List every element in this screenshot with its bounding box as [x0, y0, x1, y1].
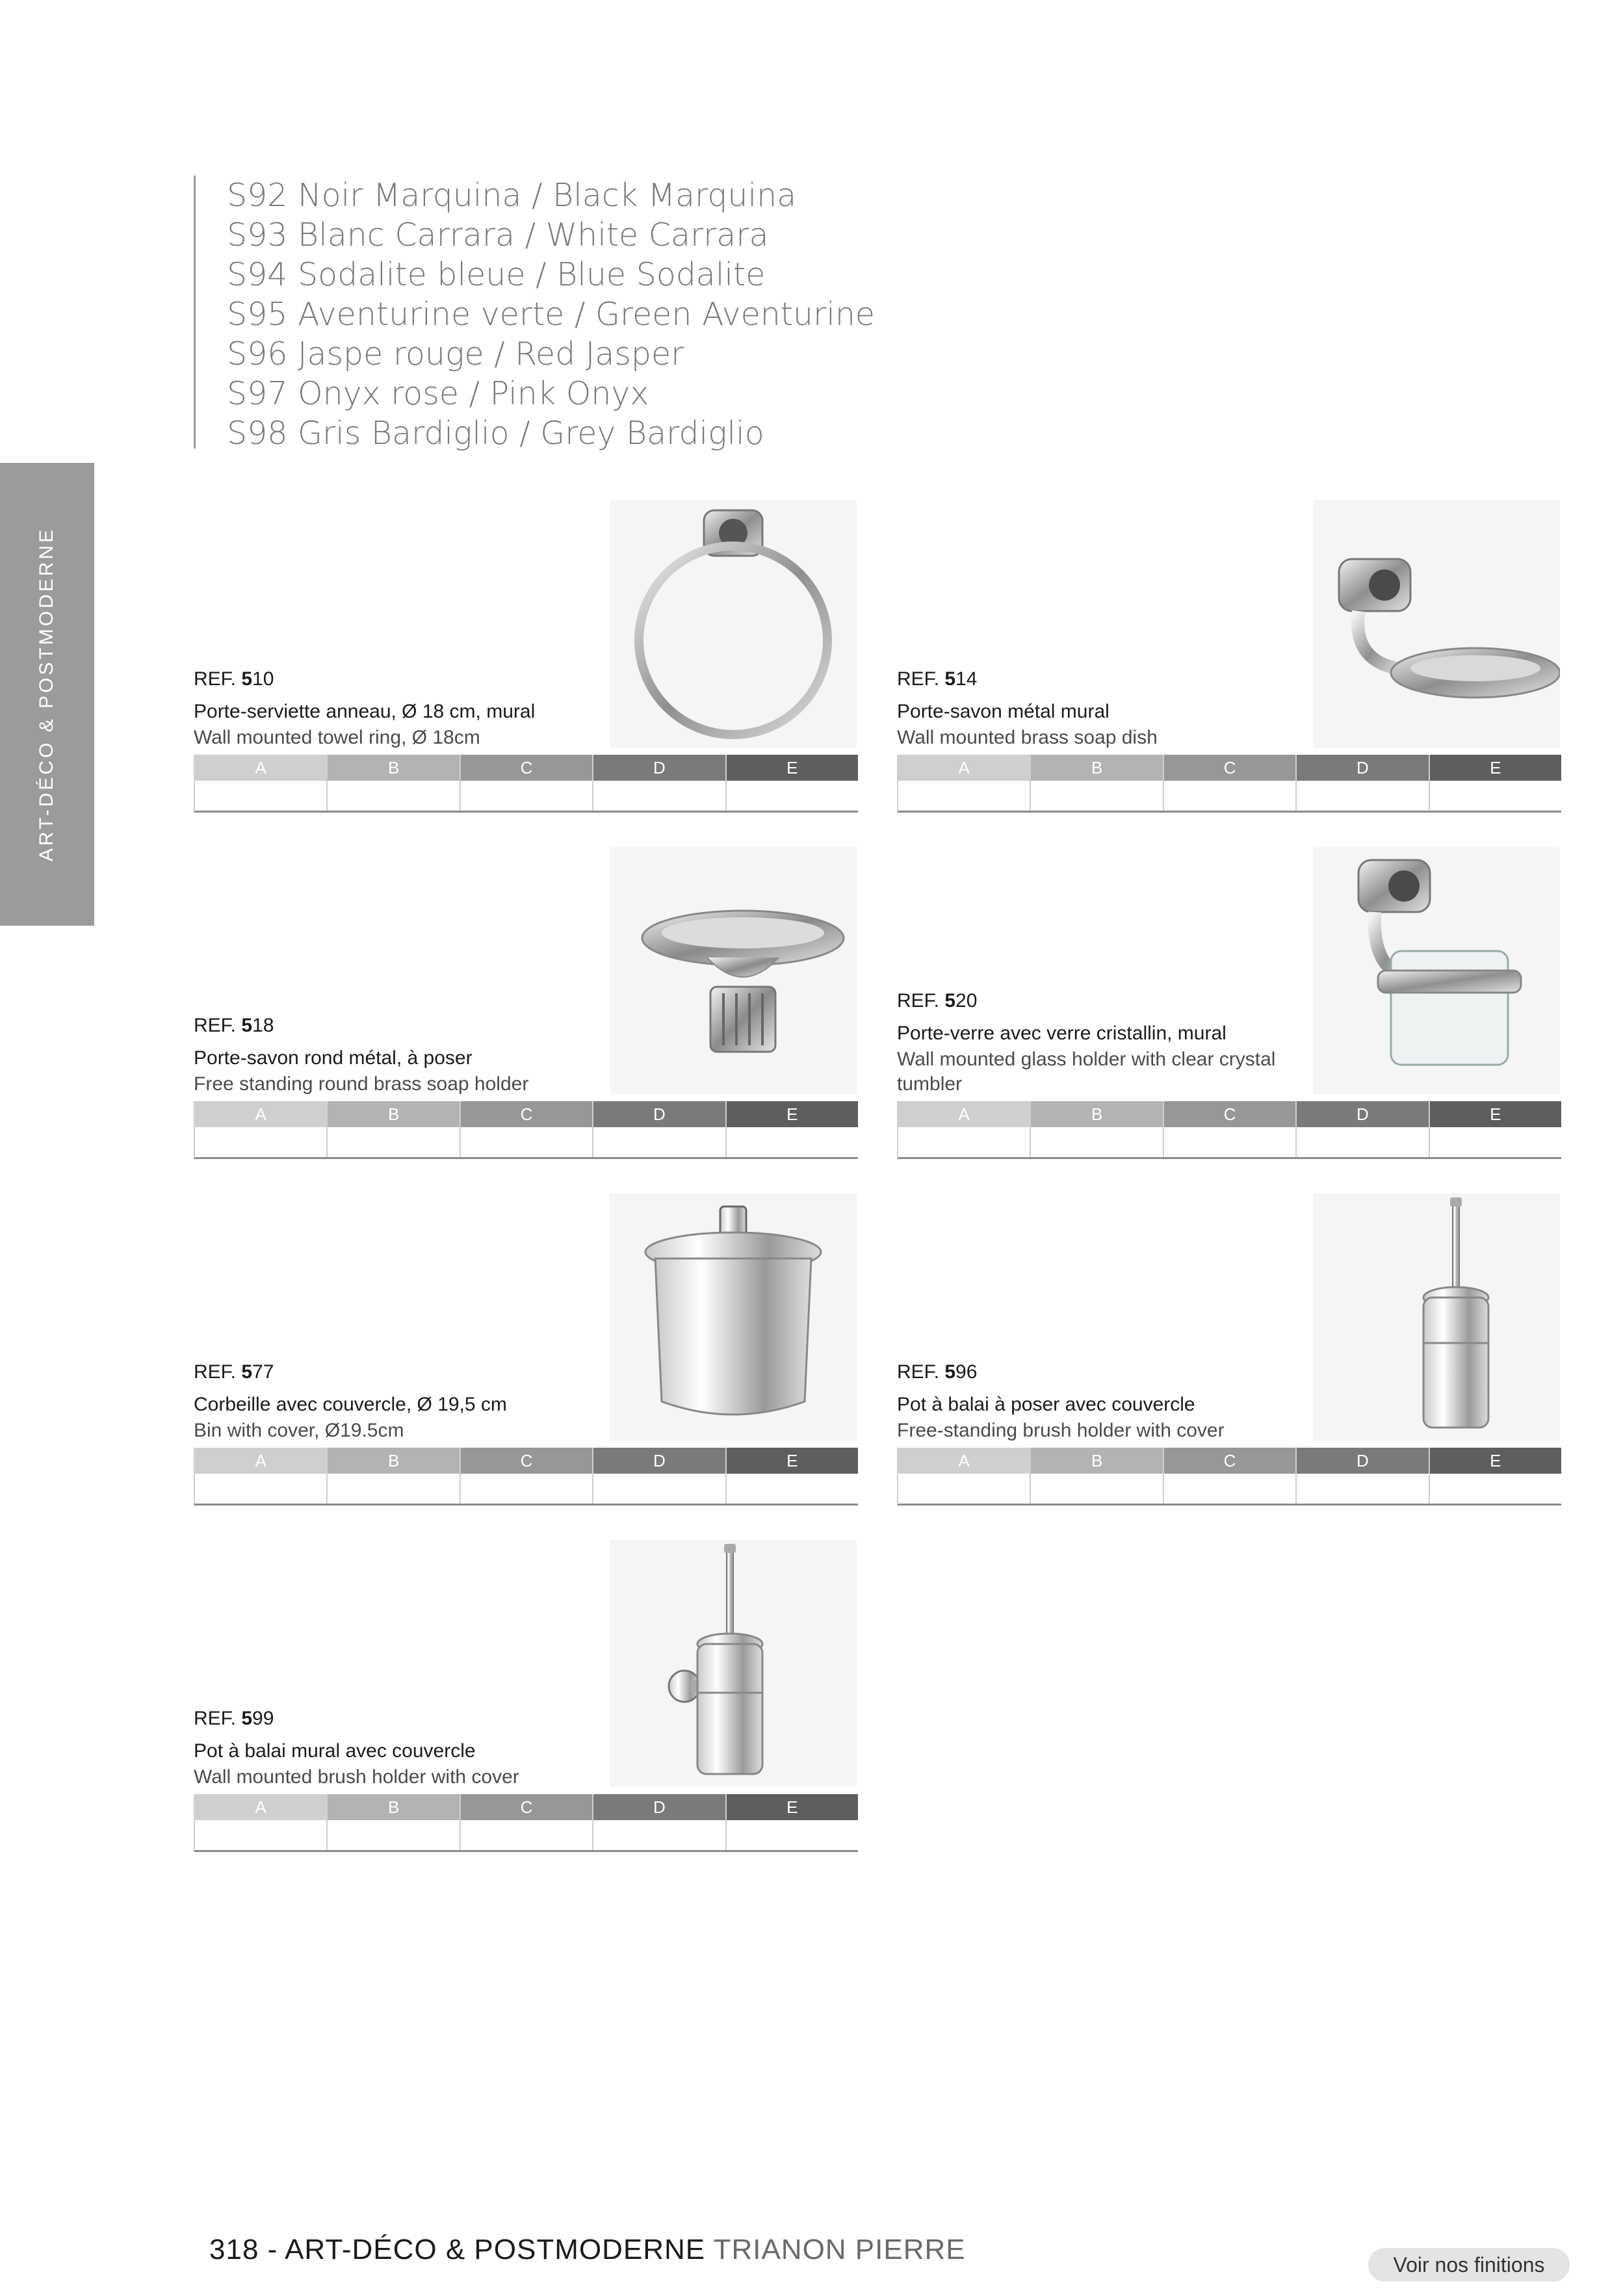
- finish-item: S94 Sodalite bleue / Blue Sodalite: [227, 256, 766, 293]
- variant-table: [194, 755, 858, 813]
- product-name-en: Free standing round brass soap holder: [194, 1073, 529, 1095]
- variant-column: [328, 1101, 460, 1157]
- standing-brush-holder-icon: [1313, 1194, 1560, 1441]
- product-name-en: Wall mounted towel ring, Ø 18cm: [194, 727, 480, 748]
- variant-column: [195, 1448, 328, 1504]
- variant-column: [1031, 1101, 1163, 1157]
- brand-name: TRIANON PIERRE: [713, 2234, 966, 2265]
- variant-cell: [593, 1127, 725, 1157]
- glass-holder-icon: [1313, 847, 1560, 1094]
- variant-cell: [727, 1474, 858, 1504]
- towel-ring-icon: [610, 501, 857, 748]
- variant-cell: [727, 1127, 858, 1157]
- finish-item: S92 Noir Marquina / Black Marquina: [227, 177, 797, 214]
- variant-header: B: [328, 755, 459, 781]
- variant-header: C: [461, 1448, 592, 1474]
- product-ref: REF. 577: [194, 1361, 274, 1383]
- page-footer: [209, 2234, 966, 2266]
- variant-header: C: [461, 755, 592, 781]
- variant-table: [194, 1448, 858, 1506]
- variant-column: [461, 1448, 593, 1504]
- variant-cell: [1164, 781, 1295, 811]
- variant-table: [897, 1101, 1561, 1159]
- variant-column: [727, 1448, 858, 1504]
- product-text: [897, 990, 1326, 1097]
- product-text: [194, 1361, 623, 1443]
- variant-header: E: [727, 1101, 858, 1127]
- variant-column: [1031, 755, 1163, 811]
- finish-item: S95 Aventurine verte / Green Aventurine: [227, 296, 876, 333]
- product-name-fr: Porte-savon métal mural: [897, 701, 1110, 722]
- variant-cell: [898, 781, 1030, 811]
- variant-header: A: [195, 1794, 326, 1820]
- variant-cell: [1430, 1474, 1561, 1504]
- variant-cell: [195, 1474, 326, 1504]
- product-name-fr: Porte-verre avec verre cristallin, mural: [897, 1023, 1227, 1044]
- variant-cell: [593, 1474, 725, 1504]
- variant-column: [328, 755, 460, 811]
- section-side-tab: [0, 463, 94, 926]
- product-name-fr: Corbeille avec couvercle, Ø 19,5 cm: [194, 1394, 507, 1415]
- variant-header: D: [1297, 1101, 1428, 1127]
- wall-soap-dish-icon: [1313, 501, 1560, 748]
- variant-header: D: [593, 1794, 725, 1820]
- variant-column: [195, 1101, 328, 1157]
- variant-cell: [461, 1474, 592, 1504]
- finish-item: S96 Jaspe rouge / Red Jasper: [227, 335, 684, 372]
- variant-column: [1430, 1101, 1561, 1157]
- product-name-fr: Porte-serviette anneau, Ø 18 cm, mural: [194, 701, 536, 722]
- product-text: [897, 668, 1326, 750]
- variant-header: C: [1164, 1448, 1295, 1474]
- product-name-fr: Pot à balai mural avec couvercle: [194, 1740, 476, 1762]
- section-label: ART-DÉCO & POSTMODERNE: [36, 527, 57, 862]
- product-card: [897, 847, 1560, 1159]
- variant-header: B: [1031, 1101, 1162, 1127]
- variant-cell: [1297, 1127, 1428, 1157]
- variant-cell: [461, 1127, 592, 1157]
- variant-cell: [1031, 1127, 1162, 1157]
- variant-column: [1164, 755, 1297, 811]
- variant-cell: [898, 1474, 1030, 1504]
- variant-column: [1430, 755, 1561, 811]
- variant-header: A: [195, 1448, 326, 1474]
- variant-header: E: [1430, 1101, 1561, 1127]
- product-card: [194, 501, 857, 813]
- variant-column: [1297, 755, 1429, 811]
- variant-cell: [1430, 1127, 1561, 1157]
- product-name-en: Wall mounted brush holder with cover: [194, 1766, 519, 1788]
- product-name-en: Wall mounted brass soap dish: [897, 727, 1158, 748]
- variant-header: C: [461, 1101, 592, 1127]
- variant-header: A: [898, 1101, 1030, 1127]
- variant-header: B: [1031, 755, 1162, 781]
- variant-cell: [328, 1820, 459, 1850]
- variant-column: [461, 755, 593, 811]
- variant-header: C: [461, 1794, 592, 1820]
- variant-cell: [593, 1820, 725, 1850]
- variant-cell: [195, 781, 326, 811]
- product-text: [194, 1015, 623, 1097]
- variant-table: [194, 1794, 858, 1852]
- variant-column: [1297, 1448, 1429, 1504]
- product-card: [194, 847, 857, 1159]
- product-name-fr: Pot à balai à poser avec couvercle: [897, 1394, 1195, 1415]
- variant-column: [1031, 1448, 1163, 1504]
- variant-cell: [1164, 1474, 1295, 1504]
- variant-cell: [1297, 1474, 1428, 1504]
- variant-cell: [1031, 781, 1162, 811]
- product-card: [897, 1194, 1560, 1506]
- variant-cell: [328, 1474, 459, 1504]
- variant-cell: [898, 1127, 1030, 1157]
- variant-column: [1297, 1101, 1429, 1157]
- variant-cell: [1164, 1127, 1295, 1157]
- product-text: [194, 1708, 623, 1790]
- product-text: [194, 668, 623, 750]
- product-text: [897, 1361, 1326, 1443]
- variant-table: [194, 1101, 858, 1159]
- variant-column: [195, 1794, 328, 1850]
- variant-header: A: [898, 1448, 1030, 1474]
- variant-header: E: [727, 755, 858, 781]
- variant-header: B: [1031, 1448, 1162, 1474]
- variant-header: D: [593, 1448, 725, 1474]
- variant-column: [328, 1448, 460, 1504]
- variant-column: [898, 755, 1031, 811]
- product-name-fr: Porte-savon rond métal, à poser: [194, 1047, 473, 1069]
- variant-column: [727, 1101, 858, 1157]
- variant-column: [898, 1448, 1031, 1504]
- variant-header: E: [1430, 1448, 1561, 1474]
- product-card: [194, 1194, 857, 1506]
- variant-header: B: [328, 1101, 459, 1127]
- standing-soap-holder-icon: [610, 847, 857, 1094]
- variant-column: [898, 1101, 1031, 1157]
- variant-header: E: [727, 1794, 858, 1820]
- variant-header: E: [727, 1448, 858, 1474]
- variant-column: [1164, 1448, 1297, 1504]
- finish-item: S98 Gris Bardiglio / Grey Bardiglio: [227, 415, 764, 452]
- variant-table: [897, 755, 1561, 813]
- variant-cell: [461, 781, 592, 811]
- variant-cell: [461, 1820, 592, 1850]
- variant-header: D: [593, 755, 725, 781]
- variant-header: E: [1430, 755, 1561, 781]
- variant-header: A: [195, 755, 326, 781]
- variant-column: [195, 755, 328, 811]
- product-name-en: Bin with cover, Ø19.5cm: [194, 1420, 404, 1441]
- product-ref: REF. 510: [194, 668, 274, 690]
- variant-header: D: [1297, 755, 1428, 781]
- variant-cell: [328, 781, 459, 811]
- variant-header: C: [1164, 755, 1295, 781]
- product-ref: REF. 514: [897, 668, 978, 690]
- covered-bin-icon: [610, 1194, 857, 1441]
- product-ref: REF. 520: [897, 990, 978, 1011]
- variant-cell: [195, 1127, 326, 1157]
- variant-column: [593, 1101, 726, 1157]
- variant-header: C: [1164, 1101, 1295, 1127]
- variant-header: B: [328, 1448, 459, 1474]
- product-name-en: Free-standing brush holder with cover: [897, 1420, 1225, 1441]
- product-card: [194, 1540, 857, 1852]
- variant-column: [593, 1794, 726, 1850]
- page-number-section: 318 - ART-DÉCO & POSTMODERNE: [209, 2234, 714, 2265]
- product-card: [897, 501, 1560, 813]
- view-finishes-button[interactable]: Voir nos finitions: [1368, 2248, 1570, 2282]
- variant-cell: [328, 1127, 459, 1157]
- variant-cell: [727, 781, 858, 811]
- variant-column: [328, 1794, 460, 1850]
- variant-column: [461, 1101, 593, 1157]
- variant-header: B: [328, 1794, 459, 1820]
- variant-cell: [727, 1820, 858, 1850]
- variant-column: [1430, 1448, 1561, 1504]
- variant-cell: [593, 781, 725, 811]
- variant-cell: [195, 1820, 326, 1850]
- variant-column: [593, 755, 726, 811]
- variant-cell: [1297, 781, 1428, 811]
- finish-list: [194, 176, 909, 452]
- variant-cell: [1430, 781, 1561, 811]
- product-ref: REF. 599: [194, 1708, 274, 1729]
- variant-column: [1164, 1101, 1297, 1157]
- product-ref: REF. 518: [194, 1015, 274, 1036]
- variant-column: [727, 1794, 858, 1850]
- product-ref: REF. 596: [897, 1361, 978, 1383]
- variant-header: D: [1297, 1448, 1428, 1474]
- variant-column: [727, 755, 858, 811]
- variant-header: A: [898, 755, 1030, 781]
- variant-cell: [1031, 1474, 1162, 1504]
- variant-header: D: [593, 1101, 725, 1127]
- product-name-en: Wall mounted glass holder with clear crystal tumbler: [897, 1049, 1276, 1095]
- variant-table: [897, 1448, 1561, 1506]
- variant-header: A: [195, 1101, 326, 1127]
- variant-column: [593, 1448, 726, 1504]
- variant-column: [461, 1794, 593, 1850]
- finish-item: S93 Blanc Carrara / White Carrara: [227, 216, 769, 254]
- wall-brush-holder-icon: [610, 1540, 857, 1787]
- finish-item: S97 Onyx rose / Pink Onyx: [227, 375, 649, 412]
